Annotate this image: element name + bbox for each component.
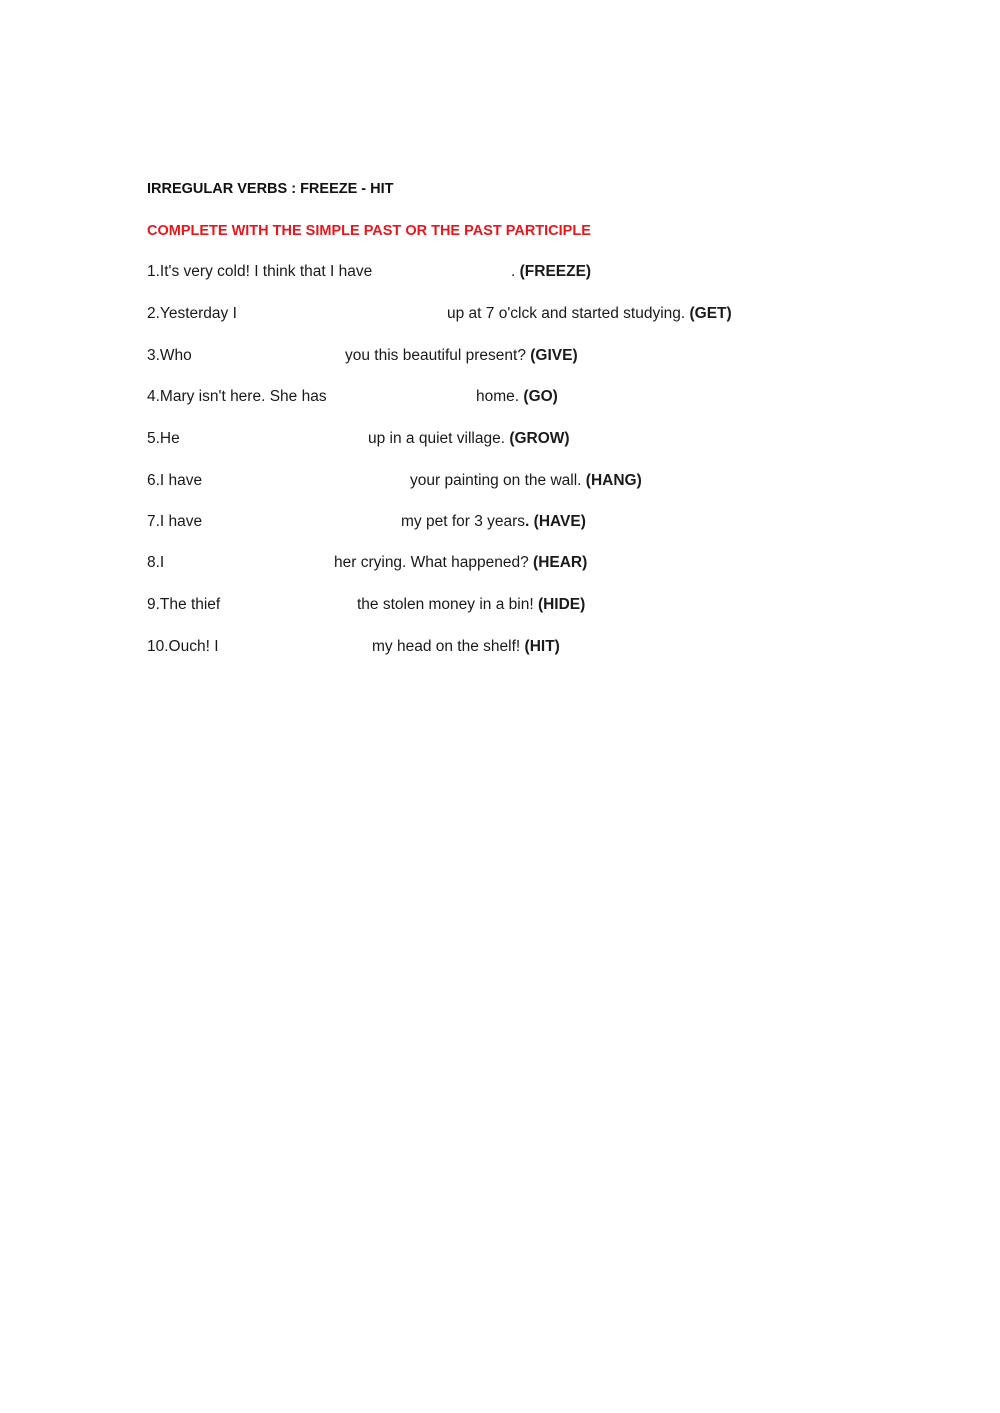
item-10-after: my head on the shelf! (HIT) [372, 638, 560, 655]
item-7-after: my pet for 3 years. (HAVE) [401, 513, 586, 530]
item-2-blank[interactable] [245, 304, 445, 324]
item-5-blank[interactable] [185, 429, 366, 449]
item-6-blank[interactable] [209, 471, 409, 491]
item-7-verb: . (HAVE) [525, 513, 586, 530]
item-7-blank[interactable] [209, 512, 399, 532]
item-10-blank[interactable] [227, 637, 370, 657]
item-10-before: 10.Ouch! I [147, 638, 219, 655]
item-1-blank[interactable] [392, 262, 510, 282]
item-3-verb: (GIVE) [530, 347, 578, 364]
item-1-before: 1.It's very cold! I think that I have [147, 263, 373, 280]
item-7-before: 7.I have [147, 513, 203, 530]
instruction-text: COMPLETE WITH THE SIMPLE PAST OR THE PAST PARTICIPLE [147, 223, 591, 239]
item-3-before: 3.Who [147, 347, 192, 364]
item-3-after: you this beautiful present? (GIVE) [345, 347, 578, 364]
item-9-after: the stolen money in a bin! (HIDE) [357, 596, 586, 613]
item-8-verb: (HEAR) [533, 554, 588, 571]
item-4-verb: (GO) [523, 388, 558, 405]
item-2-after: up at 7 o'clck and started studying. (GET) [447, 305, 732, 322]
item-8-blank[interactable] [171, 553, 331, 573]
item-2-before: 2.Yesterday I [147, 305, 237, 322]
item-2-verb: (GET) [689, 305, 732, 322]
item-3-blank[interactable] [199, 346, 343, 366]
item-1-verb: (FREEZE) [519, 263, 592, 280]
item-9-before: 9.The thief [147, 596, 221, 613]
worksheet-title: IRREGULAR VERBS : FREEZE - HIT [147, 181, 394, 197]
item-8-after: her crying. What happened? (HEAR) [334, 554, 588, 571]
item-5-verb: (GROW) [509, 430, 570, 447]
item-1-after: . (FREEZE) [511, 263, 592, 280]
item-9-blank[interactable] [231, 595, 355, 615]
item-6-after: your painting on the wall. (HANG) [410, 472, 642, 489]
item-6-before: 6.I have [147, 472, 203, 489]
item-5-after: up in a quiet village. (GROW) [368, 430, 570, 447]
item-4-before: 4.Mary isn't here. She has [147, 388, 327, 405]
item-6-verb: (HANG) [585, 472, 642, 489]
item-9-verb: (HIDE) [537, 596, 586, 613]
item-8-before: 8.I [147, 554, 165, 571]
item-4-after: home. (GO) [476, 388, 558, 405]
item-10-verb: (HIT) [524, 638, 560, 655]
item-5-before: 5.He [147, 430, 180, 447]
item-4-blank[interactable] [340, 387, 474, 407]
